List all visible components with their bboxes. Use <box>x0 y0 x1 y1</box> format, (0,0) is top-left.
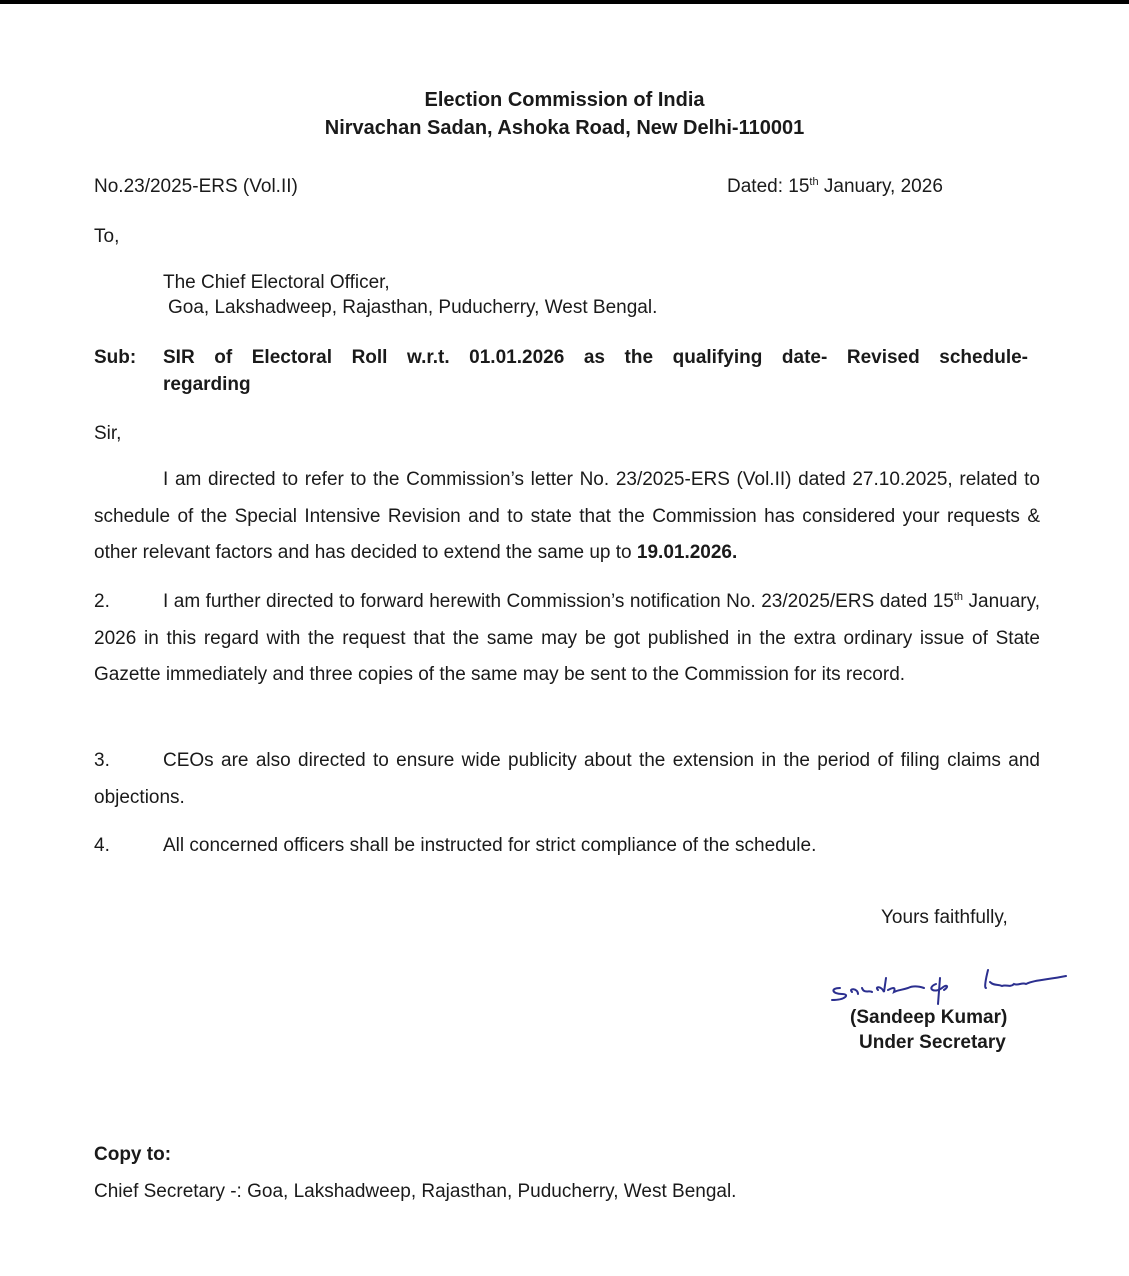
signature-icon <box>826 958 1086 1008</box>
signatory-name: (Sandeep Kumar) <box>850 1007 1008 1028</box>
paragraph-3: 3. CEOs are also directed to ensure wide publicity about the extension in the period of filing claims and objections. <box>94 750 1040 808</box>
valediction: Yours faithfully, <box>881 907 1008 928</box>
salutation: Sir, <box>94 423 122 444</box>
copy-to-recipients: Chief Secretary -: Goa, Lakshadweep, Rajasthan, Puducherry, West Bengal. <box>94 1181 737 1202</box>
org-address: Nirvachan Sadan, Ashoka Road, New Delhi-110001 <box>324 117 805 139</box>
subject-line-2: regarding <box>163 374 251 395</box>
paragraph-4: 4. All concerned officers shall be instructed for strict compliance of the schedule. <box>94 835 817 856</box>
recipient-states: Goa, Lakshadweep, Rajasthan, Puducherry, West Bengal. <box>168 297 658 318</box>
org-name: Election Commission of India <box>424 89 705 111</box>
signatory-designation: Under Secretary <box>859 1032 1006 1053</box>
subject-line-1: SIR of Electoral Roll w.r.t. 01.01.2026 as the qualifying date- Revised schedule- <box>163 347 1028 368</box>
recipient-title: The Chief Electoral Officer, <box>163 272 390 293</box>
paragraph-2: 2. I am further directed to forward herewith Commission’s notification No. 23/2025/ERS dated 15th January, 2026 in this regard with the request that the same may be got published in the extra ordinary issue of State Gazette immediately and three copies of the same may be sent to the Commission for its record. <box>94 591 1040 685</box>
letter-date: Dated: 15th January, 2026 <box>727 176 943 197</box>
top-border <box>0 0 1129 4</box>
copy-to-label: Copy to: <box>94 1144 172 1165</box>
to-label: To, <box>94 226 120 247</box>
subject-label: Sub: <box>94 347 137 368</box>
paragraph-1: I am directed to refer to the Commission’s letter No. 23/2025-ERS (Vol.II) dated 27.10.2025, related to schedule of the Special Intensive Revision and to state that the Commission has considered your requests & other relevant factors and has decided to extend the same up to 19.01.2026. <box>94 469 1040 563</box>
reference-number: No.23/2025-ERS (Vol.II) <box>94 176 298 197</box>
